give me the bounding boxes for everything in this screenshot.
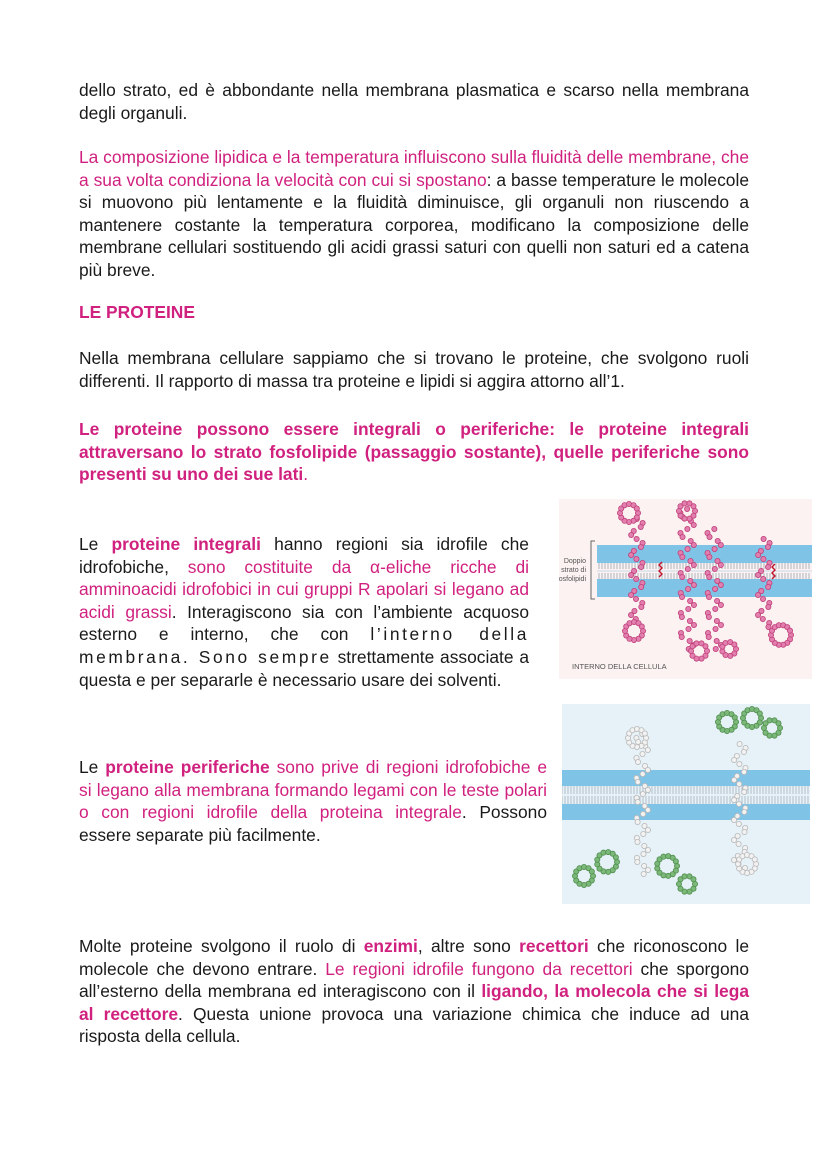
integral-protein-figure [559, 499, 812, 679]
term-enzymes: enzimi [363, 936, 418, 956]
paragraph-text: , altre sono [417, 936, 520, 956]
figure-label: Doppio [563, 558, 586, 565]
paragraph-text: : a basse temperature le molecole si muovono più lentamente e la fluidità diminuisce, gli organuli non riuscendo a mantenere costante la temperatura corporea, modificano la composizione delle membrane cellulari sostituendo gli acidi grassi saturi con quelli non saturi ed a catena più breve. [79, 169, 749, 280]
term-integral-proteins: proteine integrali [111, 534, 261, 554]
paragraph-text: che riconoscono le molecole che devono entrare. [79, 936, 749, 979]
paragraph-text: . Possono essere separate più facilmente. [79, 802, 548, 845]
figure-caption: INTERNO DELLA CELLULA [572, 662, 667, 671]
paragraph-membrane-abundance [79, 79, 749, 124]
paragraph-text: Nella membrana cellulare sappiamo che si trovano le proteine, che svolgono ruoli differenti. Il rapporto di massa tra proteine e lipidi si aggira attorno all’1. [79, 348, 749, 391]
paragraph-protein-types [79, 418, 749, 486]
paragraph-enzymes-receptors [79, 935, 749, 1048]
section-heading: LE PROTEINE [79, 302, 195, 322]
membrane-diagram [559, 499, 812, 679]
paragraph-integral-proteins [79, 533, 529, 691]
paragraph-peripheral-proteins [79, 756, 547, 846]
highlight-text: La composizione lipidica e la temperatura influiscono sulla fluidità delle membrane, che a sua volta condiziona la velocità con cui si spostano [79, 147, 749, 190]
paragraph-text: dello strato, ed è abbondante nella membrana plasmatica e scarso nella membrana degli organuli. [79, 80, 749, 123]
paragraph-fluidity [79, 146, 749, 282]
paragraph-text: Molte proteine svolgono il ruolo di [79, 936, 364, 956]
highlight-text: sono prive di regioni idrofobiche e si legano alla membrana formando legami con le teste polari o con regioni idrofile della proteina integrale [79, 757, 547, 823]
paragraph-text: . Questa unione provoca una variazione chimica che induce ad una risposta della cellula. [79, 1003, 750, 1047]
term-peripheral-proteins: proteine periferiche [105, 757, 270, 777]
term-ligand: ligando, la molecola che si lega al recettore [79, 981, 749, 1024]
membrane-diagram-peripheral [562, 704, 810, 904]
highlight-text: sono costituite da α-eliche ricche di amminoacidi idrofobici in cui gruppi R apolari si legano ad acidi grassi [79, 556, 529, 622]
paragraph-text: . Interagiscono sia con l’ambiente acquoso esterno e interno, che con [79, 601, 529, 645]
paragraph-text: Le [79, 534, 112, 554]
highlight-text: Le proteine possono essere integrali o periferiche: le proteine integrali attraversano lo strato fosfolipide (passaggio sostante), quelle periferiche sono presenti su uno dei sue lati [79, 419, 749, 485]
paragraph-text: strettamente associate a questa e per separarle è necessario usare dei solventi. [79, 646, 530, 690]
peripheral-protein-figure [562, 704, 810, 904]
paragraph-text: Le [79, 757, 106, 777]
paragraph-text: . [303, 464, 309, 485]
highlight-text: Le regioni idrofile fungono da recettori [325, 958, 633, 979]
paragraph-text: hanno regioni sia idrofile che idrofobiche, [79, 534, 529, 577]
figure-label: fosfolipidi [559, 576, 586, 583]
term-receptors: recettori [519, 936, 589, 956]
figure-label: strato di [561, 567, 586, 574]
paragraph-proteins-intro [79, 347, 749, 392]
paragraph-text: che sporgono all’esterno della membrana ed interagiscono con il [79, 958, 749, 1002]
paragraph-text: l’interno della membrana. Sono sempre [79, 624, 529, 667]
